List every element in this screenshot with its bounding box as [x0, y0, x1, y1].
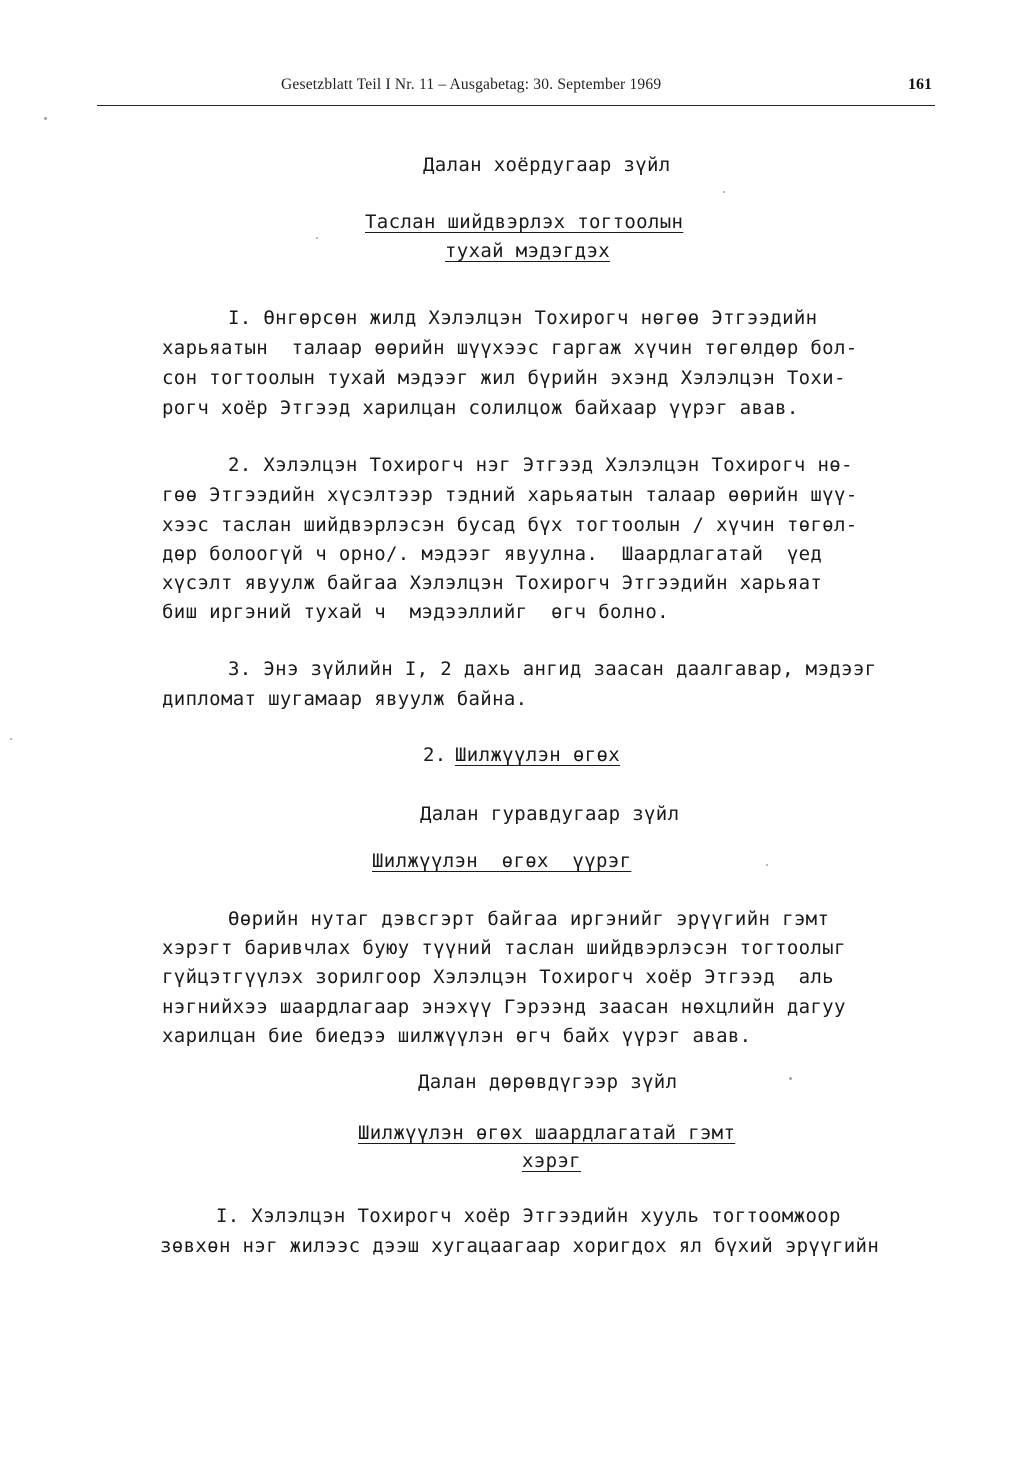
article-heading: Далан гуравдугаар зүйл: [420, 803, 680, 825]
paragraph-line: 2. Хэлэлцэн Тохирогч нэг Этгээд Хэлэлцэн Тохирогч нө-: [228, 454, 853, 476]
running-title: Gesetzblatt Teil I Nr. 11 – Ausgabetag: 30. September 1969: [281, 76, 662, 93]
page-number: 161: [908, 76, 932, 93]
article-title: Таслан шийдвэрлэх тогтоолын: [365, 211, 684, 233]
paragraph-line: хэрэгт баривчлах буюу түүний таслан шийдвэрлэсэн тогтоолыг: [162, 937, 846, 959]
paragraph-line: I. Өнгөрсөн жилд Хэлэлцэн Тохирогч нөгөө Этгээдийн: [228, 307, 818, 329]
paragraph-line: харилцан бие биедээ шилжүүлэн өгч байх үүрэг авав.: [162, 1025, 752, 1047]
paragraph-line: дипломат шугамаар явуулж байна.: [162, 688, 528, 710]
paragraph-line: сон тогтоолын тухай мэдээг жил бүрийн эхэнд Хэлэлцэн Тохи-: [162, 367, 846, 389]
scan-speck: [44, 117, 47, 120]
scan-speck: [766, 864, 768, 866]
header-rule: [97, 105, 935, 106]
paragraph-line: 3. Энэ зүйлийн I, 2 дахь ангид заасан даалгавар, мэдээг: [228, 658, 877, 680]
paragraph-line: биш иргэний тухай ч мэдээллийг өгч болно.: [162, 601, 669, 623]
paragraph-line: гөө Этгээдийн хүсэлтээр тэдний харьяатын талаар өөрийн шүү-: [162, 484, 858, 506]
paragraph-line: харьяатын талаар өөрийн шүүхээс гаргаж хүчин төгөлдөр бол-: [162, 337, 858, 359]
paragraph-line: хээс таслан шийдвэрлэсэн бусад бүх тогтоолын / хүчин төгөл-: [162, 514, 858, 536]
article-heading: Далан дөрөвдүгээр зүйл: [418, 1071, 678, 1093]
scan-speck: [10, 738, 12, 740]
section-number: 2.: [423, 744, 447, 766]
paragraph-line: рогч хоёр Этгээд харилцан солилцож байхаар үүрэг авав.: [162, 397, 799, 419]
scan-speck: [789, 1077, 792, 1080]
section-title: Шилжүүлэн өгөх: [455, 744, 621, 766]
article-heading: Далан хоёрдугаар зүйл: [423, 154, 671, 176]
paragraph-line: зөвхөн нэг жилээс дээш хугацаагаар хоригдох ял бүхий эрүүгийн: [160, 1235, 880, 1257]
article-title: Шилжүүлэн өгөх шаардлагатай гэмт: [358, 1122, 736, 1144]
article-title: хэрэг: [522, 1150, 581, 1172]
article-title: Шилжүүлэн өгөх үүрэг: [372, 850, 632, 872]
paragraph-line: Өөрийн нутаг дэвсгэрт байгаа иргэнийг эрүүгийн гэмт: [228, 908, 830, 930]
paragraph-line: I. Хэлэлцэн Тохирогч хоёр Этгээдийн хууль тогтоомжоор: [216, 1205, 841, 1227]
paragraph-line: гүйцэтгүүлэх зорилгоор Хэлэлцэн Тохирогч хоёр Этгээд аль: [162, 966, 834, 988]
article-title: тухай мэдэгдэх: [445, 240, 611, 262]
paragraph-line: хүсэлт явуулж байгаа Хэлэлцэн Тохирогч Этгээдийн харьяат: [162, 572, 823, 594]
paragraph-line: нэгнийхээ шаардлагаар энэхүү Гэрээнд заасан нөхцлийн дагуу: [162, 996, 846, 1018]
scan-speck: [316, 237, 318, 239]
scan-speck: [723, 191, 725, 193]
paragraph-line: дөр болоогүй ч орно/. мэдээг явуулна. Шаардлагатай үед: [162, 543, 823, 565]
